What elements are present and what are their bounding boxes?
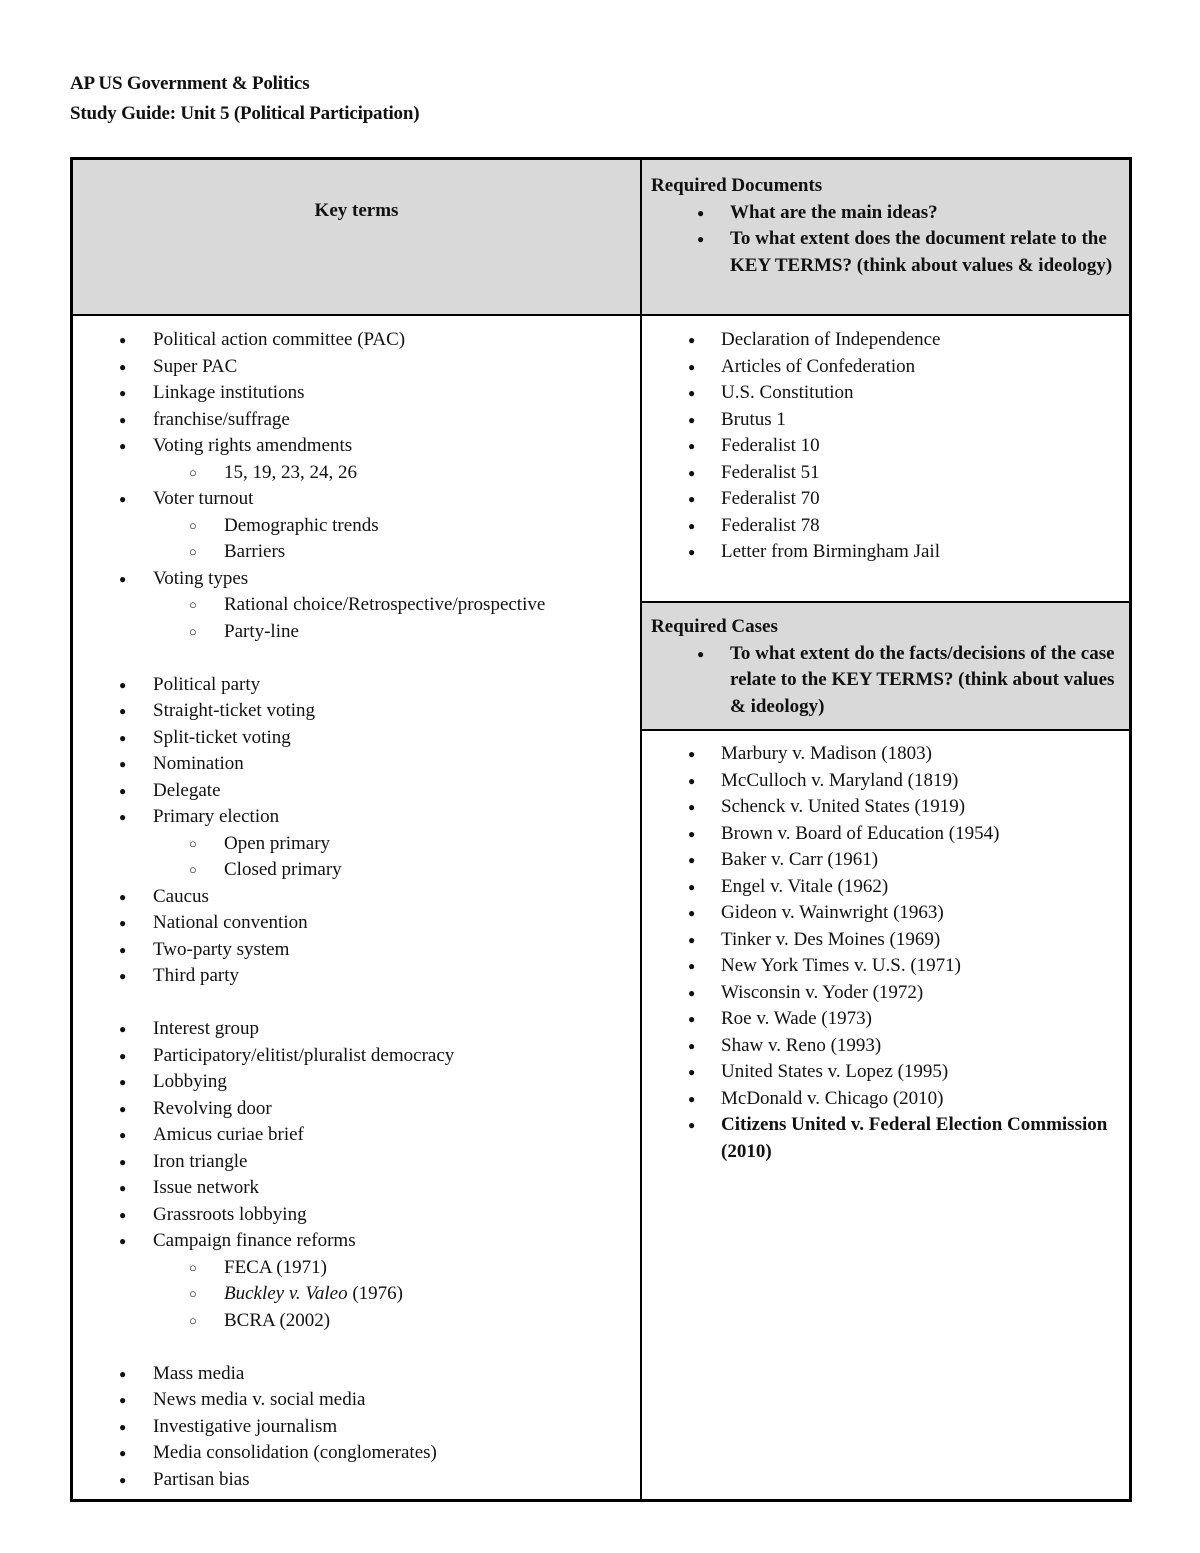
document-item: ● Federalist 78 xyxy=(642,513,1129,540)
header-row-divider xyxy=(73,314,1129,316)
document-item: ● Letter from Birmingham Jail xyxy=(642,539,1129,566)
key-term-item: ● Issue network xyxy=(73,1175,640,1202)
document-prompt: ● To what extent does the document relate to the KEY TERMS? (think about values & ideology) xyxy=(651,226,1121,279)
doc-title-course: AP US Government & Politics xyxy=(70,73,310,94)
key-term-item: ● Investigative journalism xyxy=(73,1414,640,1441)
document-item: ● U.S. Constitution xyxy=(642,380,1129,407)
key-terms-heading: Key terms xyxy=(314,200,399,221)
case-item: ● Gideon v. Wainwright (1963) xyxy=(642,900,1129,927)
key-term-item: ● Two-party system xyxy=(73,937,640,964)
case-item: ● Citizens United v. Federal Election Commission (2010) xyxy=(642,1112,1121,1165)
case-item: ● Engel v. Vitale (1962) xyxy=(642,874,1129,901)
documents-list-cell xyxy=(642,327,1129,566)
documents-prompts xyxy=(651,200,1121,280)
key-term-item: ● Voter turnout xyxy=(73,486,640,513)
list-spacer xyxy=(73,1334,640,1361)
key-term-item: ● Nomination xyxy=(73,751,640,778)
key-term-item: ● Lobbying xyxy=(73,1069,640,1096)
document-item: ● Declaration of Independence xyxy=(642,327,1129,354)
key-term-item: ● Political party xyxy=(73,672,640,699)
cases-list xyxy=(642,741,1129,1165)
document-item: ● Brutus 1 xyxy=(642,407,1129,434)
cases-header-bottom-divider xyxy=(642,729,1129,731)
case-item: ● Tinker v. Des Moines (1969) xyxy=(642,927,1129,954)
study-guide-table xyxy=(70,157,1132,1502)
document-item: ● Federalist 51 xyxy=(642,460,1129,487)
document-item: ● Federalist 70 xyxy=(642,486,1129,513)
document-item: ● Articles of Confederation xyxy=(642,354,1129,381)
key-term-item: ● Amicus curiae brief xyxy=(73,1122,640,1149)
case-item: ● Wisconsin v. Yoder (1972) xyxy=(642,980,1129,1007)
key-term-item: ● Straight-ticket voting xyxy=(73,698,640,725)
key-term-item: ● Delegate xyxy=(73,778,640,805)
document-prompt: ● What are the main ideas? xyxy=(651,200,1121,227)
key-term-item: ● Super PAC xyxy=(73,354,640,381)
case-item: ● McDonald v. Chicago (2010) xyxy=(642,1086,1129,1113)
key-term-item: ● Caucus xyxy=(73,884,640,911)
case-item: ● Schenck v. United States (1919) xyxy=(642,794,1129,821)
key-terms-header-cell xyxy=(73,160,640,314)
cases-list-cell xyxy=(642,741,1129,1165)
key-term-item: ● National convention xyxy=(73,910,640,937)
case-year: (1976) xyxy=(347,1283,404,1304)
key-term-item: ● franchise/suffrage xyxy=(73,407,640,434)
case-item: ● Baker v. Carr (1961) xyxy=(642,847,1129,874)
key-term-subitem: ○ Closed primary xyxy=(73,857,640,884)
doc-title-unit: Study Guide: Unit 5 (Political Participation) xyxy=(70,103,420,124)
key-term-item: ● Split-ticket voting xyxy=(73,725,640,752)
documents-heading: Required Documents xyxy=(651,175,823,196)
case-item: ● Roe v. Wade (1973) xyxy=(642,1006,1129,1033)
key-term-item: ● Iron triangle xyxy=(73,1149,640,1176)
key-term-item: ● Media consolidation (conglomerates) xyxy=(73,1440,640,1467)
document-item: ● Federalist 10 xyxy=(642,433,1129,460)
case-item: ● Shaw v. Reno (1993) xyxy=(642,1033,1129,1060)
key-terms-list-cell xyxy=(73,327,640,1493)
key-term-subitem: ○ Open primary xyxy=(73,831,640,858)
key-term-subitem: ○ Party-line xyxy=(73,619,640,646)
key-term-item: ● Partisan bias xyxy=(73,1467,640,1494)
list-spacer xyxy=(73,990,640,1017)
case-prompt: ● To what extent do the facts/decisions of the case relate to the KEY TERMS? (think about values & ideology) xyxy=(651,641,1121,721)
key-term-subitem: ○ Demographic trends xyxy=(73,513,640,540)
key-term-item: ● Campaign finance reforms xyxy=(73,1228,640,1255)
documents-header xyxy=(651,173,1121,279)
key-terms-list xyxy=(73,327,640,1493)
key-term-item: ● Grassroots lobbying xyxy=(73,1202,640,1229)
key-term-item: ● Interest group xyxy=(73,1016,640,1043)
cases-prompts xyxy=(651,641,1121,721)
key-term-item: ● Political action committee (PAC) xyxy=(73,327,640,354)
key-term-item: ● News media v. social media xyxy=(73,1387,640,1414)
key-term-subitem: ○ FECA (1971) xyxy=(73,1255,640,1282)
cases-header-top-divider xyxy=(642,601,1129,603)
key-term-item: ● Participatory/elitist/pluralist democracy xyxy=(73,1043,640,1070)
documents-list xyxy=(642,327,1129,566)
key-term-subitem: ○ Barriers xyxy=(73,539,640,566)
key-term-subitem: ○ BCRA (2002) xyxy=(73,1308,640,1335)
list-spacer xyxy=(73,645,640,672)
case-name-italic: Buckley v. Valeo xyxy=(224,1283,348,1304)
case-item: ● Marbury v. Madison (1803) xyxy=(642,741,1129,768)
case-item: ● United States v. Lopez (1995) xyxy=(642,1059,1129,1086)
cases-header xyxy=(651,614,1121,720)
key-term-subitem xyxy=(73,1281,640,1308)
key-term-item: ● Mass media xyxy=(73,1361,640,1388)
case-item: ● McCulloch v. Maryland (1819) xyxy=(642,768,1129,795)
key-term-subitem: ○ Rational choice/Retrospective/prospective xyxy=(73,592,640,619)
key-term-item: ● Voting rights amendments xyxy=(73,433,640,460)
case-item: ● Brown v. Board of Education (1954) xyxy=(642,821,1129,848)
case-item: ● New York Times v. U.S. (1971) xyxy=(642,953,1129,980)
key-term-item: ● Linkage institutions xyxy=(73,380,640,407)
key-term-item: ● Revolving door xyxy=(73,1096,640,1123)
key-term-item: ● Voting types xyxy=(73,566,640,593)
cases-heading: Required Cases xyxy=(651,616,778,637)
key-term-item: ● Primary election xyxy=(73,804,640,831)
key-term-item: ● Third party xyxy=(73,963,640,990)
key-term-subitem: ○ 15, 19, 23, 24, 26 xyxy=(73,460,640,487)
